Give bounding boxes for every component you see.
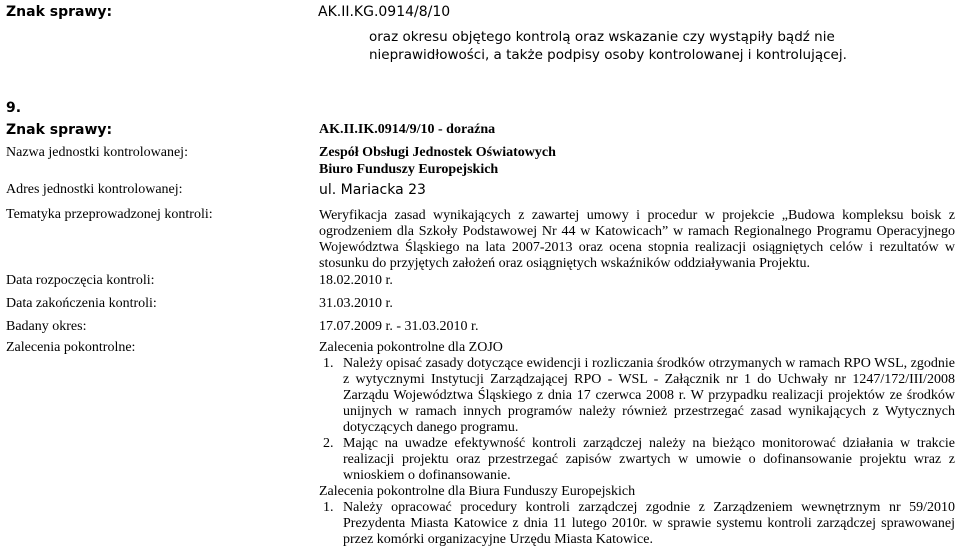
unit-name-line2: Biuro Funduszy Europejskich [319,162,499,177]
case-number: 9. [6,100,22,116]
topic-value: Weryfikacja zasad wynikających z zawartej umowy i procedur w projekcie „Budowa kompleksu boisk z ogrodzeniem dla Szkoły Podstawowej Nr 44 w Katowicach” w ramach Regionalnego Programu Operacyjnego Województwa Śląskiego na lata 2007-2013 oraz ocena stopnia realizacji osiągniętych celów i rezultatów w stosunku do przyjętych założeń oraz osiągniętych wskaźników oddziaływania Projektu. [319,208,955,271]
recommendations-block [319,340,955,548]
case1-znak-value: AK.II.KG.0914/8/10 [318,4,451,20]
recommendations-label: Zalecenia pokontrolne: [6,340,136,355]
end-date-label: Data zakończenia kontroli: [6,296,157,311]
list-item [319,500,955,548]
list-item [319,436,955,484]
topic-label: Tematyka przeprowadzonej kontroli: [6,207,213,222]
list-item-text: Mając na uwadze efektywność kontroli zarządczej należy na bieżąco monitorować działania w trakcie realizacji projektu oraz przestrzegać zapisów zwartych w umowie o dofinansowanie projektu wraz z wnioskiem o dofinansowanie. [343,436,955,483]
rec-zojo-list [319,356,955,484]
list-item [319,356,955,436]
address-value: ul. Mariacka 23 [319,182,426,198]
list-item-text: Należy opracować procedury kontroli zarządczej zgodnie z Zarządzeniem wewnętrznym nr 59/2010 Prezydenta Miasta Katowice z dnia 11 lutego 2010r. w sprawie systemu kontroli zarządczej sprawowanej przez komórki organizacyjne Urzędu Miasta Katowice. [343,500,955,547]
list-item-number: 1. [323,500,334,515]
list-item-number: 2. [323,436,334,451]
case1-znak-label: Znak sprawy: [6,4,113,20]
unit-label: Nazwa jednostki kontrolowanej: [6,145,188,160]
znak-label: Znak sprawy: [6,122,113,138]
list-item-text: Należy opisać zasady dotyczące ewidencji i rozliczania środków otrzymanych w ramach RPO WSL, zgodnie z wytycznymi Instytucji Zarządzającej RPO - WSL - Załącznik nr 1 do Uchwały nr 1247/172/III/2008 Zarządu Województwa Śląskiego z dnia 17 czerwca 2008 r. W przypadku realizacji projektów ze środków unijnych w ramach innych programów należy również przestrzegać zasad wynikających z Wytycznych dotyczących danego programu. [343,356,955,435]
rec-bfe-title: Zalecenia pokontrolne dla Biura Funduszy Europejskich [319,484,636,499]
address-label: Adres jednostki kontrolowanej: [6,182,183,197]
znak-value: AK.II.IK.0914/9/10 - doraźna [319,122,496,137]
rec-bfe-list [319,500,955,548]
rec-zojo-title: Zalecenia pokontrolne dla ZOJO [319,340,503,355]
end-date-value: 31.03.2010 r. [319,296,393,311]
case1-continuation-text: oraz okresu objętego kontrolą oraz wskazanie czy wystąpiły bądź nie nieprawidłowości, a także podpisy osoby kontrolowanej i kontrolującej. [369,29,847,63]
unit-name-line1: Zespół Obsługi Jednostek Oświatowych [319,145,556,160]
start-date-value: 18.02.2010 r. [319,273,393,288]
start-date-label: Data rozpoczęcia kontroli: [6,273,155,288]
period-label: Badany okres: [6,319,87,334]
period-value: 17.07.2009 r. - 31.03.2010 r. [319,319,479,334]
list-item-number: 1. [323,356,334,371]
